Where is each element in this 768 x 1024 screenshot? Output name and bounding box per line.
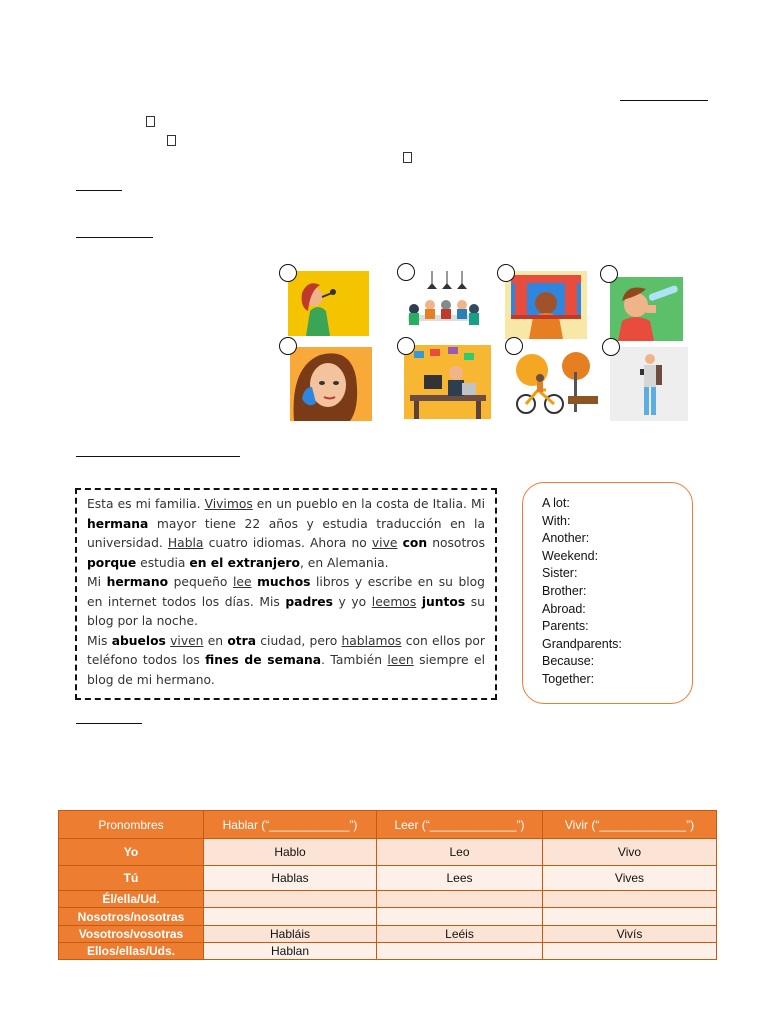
bold-word: en el extranjero <box>189 555 300 570</box>
vocab-item: Together: <box>542 671 595 686</box>
underlined-verb: leemos <box>371 594 417 609</box>
underlined-verb: leen <box>387 653 414 667</box>
bold-word: abuelos <box>111 633 166 648</box>
table-row <box>59 943 717 960</box>
man-desk-picture <box>404 345 491 419</box>
conjugation-cell[interactable]: Vivís <box>543 926 717 943</box>
table-row <box>59 866 717 891</box>
vocab-item: Weekend: <box>542 548 599 563</box>
vocabulary-box <box>522 482 693 704</box>
section-blank-line <box>76 456 240 457</box>
pronoun-cell: Vosotros/vosotras <box>59 926 204 943</box>
table-header-row <box>59 811 717 839</box>
vocab-item: Parents: <box>542 619 589 634</box>
pronoun-cell: Él/ella/Ud. <box>59 891 204 908</box>
bold-word: padres <box>285 594 333 609</box>
underlined-verb: vive <box>371 536 398 550</box>
boy-drinking-picture <box>610 277 683 341</box>
underlined-verb: hablamos <box>341 633 402 648</box>
conjugation-cell[interactable]: Leo <box>377 839 543 866</box>
family-dinner-picture <box>402 271 484 337</box>
text-segment: cuatro idiomas. Ahora no <box>203 536 372 550</box>
bold-word: muchos <box>257 575 311 589</box>
pronoun-cell: Ellos/ellas/Uds. <box>59 943 204 960</box>
underlined-verb: viven <box>170 633 204 648</box>
pronoun-cell: Tú <box>59 866 204 891</box>
text-segment: libros y escribe en su blog en internet todos los días. Mis <box>87 575 485 609</box>
section-blank-line <box>76 237 153 238</box>
conjugation-cell[interactable] <box>204 908 377 926</box>
conjugation-cell[interactable] <box>377 943 543 960</box>
man-phone-picture <box>610 347 688 421</box>
table-row <box>59 908 717 926</box>
reading-paragraph <box>87 632 485 691</box>
text-segment: estudia <box>136 555 190 570</box>
conjugation-cell[interactable] <box>204 891 377 908</box>
underlined-verb: Vivimos <box>204 497 253 511</box>
bold-word: porque <box>87 555 137 570</box>
text-segment: nosotros <box>427 536 485 550</box>
text-segment: siempre el blog de mi hermano. <box>87 653 485 687</box>
bold-word: hermano <box>106 575 169 589</box>
vocab-item: Because: <box>542 654 595 669</box>
vocab-item: A lot: <box>542 496 570 510</box>
conjugation-cell[interactable]: Vivo <box>543 839 717 866</box>
name-blank-line <box>620 100 708 101</box>
pronoun-cell: Yo <box>59 839 204 866</box>
vocab-item: Sister: <box>542 566 578 581</box>
table-row <box>59 839 717 866</box>
option-circle[interactable] <box>397 263 415 281</box>
conjugation-cell[interactable] <box>543 891 717 908</box>
underlined-verb: lee <box>232 575 252 589</box>
column-header: Pronombres <box>59 811 204 839</box>
bold-word: hermana <box>87 516 149 531</box>
singer-picture <box>288 271 369 336</box>
text-segment: en <box>203 633 228 648</box>
conjugation-cell[interactable]: Leéis <box>377 926 543 943</box>
vocab-item: Brother: <box>542 583 587 598</box>
conjugation-cell[interactable] <box>377 908 543 926</box>
pronoun-cell: Nosotros/nosotras <box>59 908 204 926</box>
column-header: Vivir (“_____________”) <box>543 811 717 839</box>
reading-paragraph <box>87 495 485 573</box>
option-circle[interactable] <box>600 265 618 283</box>
missing-glyph-icon <box>146 116 155 127</box>
text-segment: Esta es mi familia. <box>87 497 205 511</box>
vocab-item: Another: <box>542 531 590 546</box>
text-segment: , en Alemania. <box>299 555 389 570</box>
section-blank-line <box>76 723 142 724</box>
text-segment: pequeño <box>168 575 233 589</box>
woman-phone-picture <box>290 347 372 421</box>
reading-paragraph <box>87 573 485 632</box>
option-circle[interactable] <box>497 264 515 282</box>
table-row <box>59 891 717 908</box>
table-row <box>59 926 717 943</box>
conjugation-cell[interactable]: Habláis <box>204 926 377 943</box>
column-header: Hablar (“____________”) <box>204 811 377 839</box>
text-segment: con ellos por teléfono todos los <box>87 633 485 667</box>
option-circle[interactable] <box>602 338 620 356</box>
vocab-item: With: <box>542 513 571 528</box>
conjugation-cell[interactable]: Hablo <box>204 839 377 866</box>
option-circle[interactable] <box>397 337 415 355</box>
vocab-item: Grandparents: <box>542 636 622 651</box>
text-segment: mayor tiene 22 años y estudia traducción en la universidad. <box>87 516 485 550</box>
text-segment: Mis <box>87 633 112 648</box>
text-segment: en un pueblo en la costa de Italia. Mi <box>252 497 485 511</box>
conjugation-cell[interactable]: Vives <box>543 866 717 891</box>
option-circle[interactable] <box>279 337 297 355</box>
bicycle-park-picture <box>512 350 600 416</box>
text-segment: su blog por la noche. <box>87 594 485 628</box>
text-segment: y yo <box>332 594 372 609</box>
boy-window-picture <box>505 271 587 339</box>
section-blank-line <box>76 190 122 191</box>
conjugation-cell[interactable] <box>543 908 717 926</box>
conjugation-cell[interactable] <box>543 943 717 960</box>
vocab-item: Abroad: <box>542 601 586 616</box>
missing-glyph-icon <box>403 152 412 163</box>
text-segment: Mi <box>87 575 107 589</box>
option-circle[interactable] <box>505 337 523 355</box>
text-segment: ciudad, pero <box>256 633 342 648</box>
reading-passage <box>75 488 497 700</box>
conjugation-table <box>58 810 717 960</box>
missing-glyph-icon <box>167 135 176 146</box>
bold-word: fines de semana <box>205 653 322 667</box>
conjugation-cell[interactable]: Hablas <box>204 866 377 891</box>
underlined-verb: Habla <box>167 536 204 550</box>
bold-word: juntos <box>421 594 466 609</box>
text-segment: . También <box>321 653 388 667</box>
bold-word: con <box>402 536 428 550</box>
option-circle[interactable] <box>279 264 297 282</box>
conjugation-cell[interactable] <box>377 891 543 908</box>
conjugation-cell[interactable]: Lees <box>377 866 543 891</box>
conjugation-cell[interactable]: Hablan <box>204 943 377 960</box>
column-header: Leer (“_____________”) <box>377 811 543 839</box>
bold-word: otra <box>227 633 257 648</box>
